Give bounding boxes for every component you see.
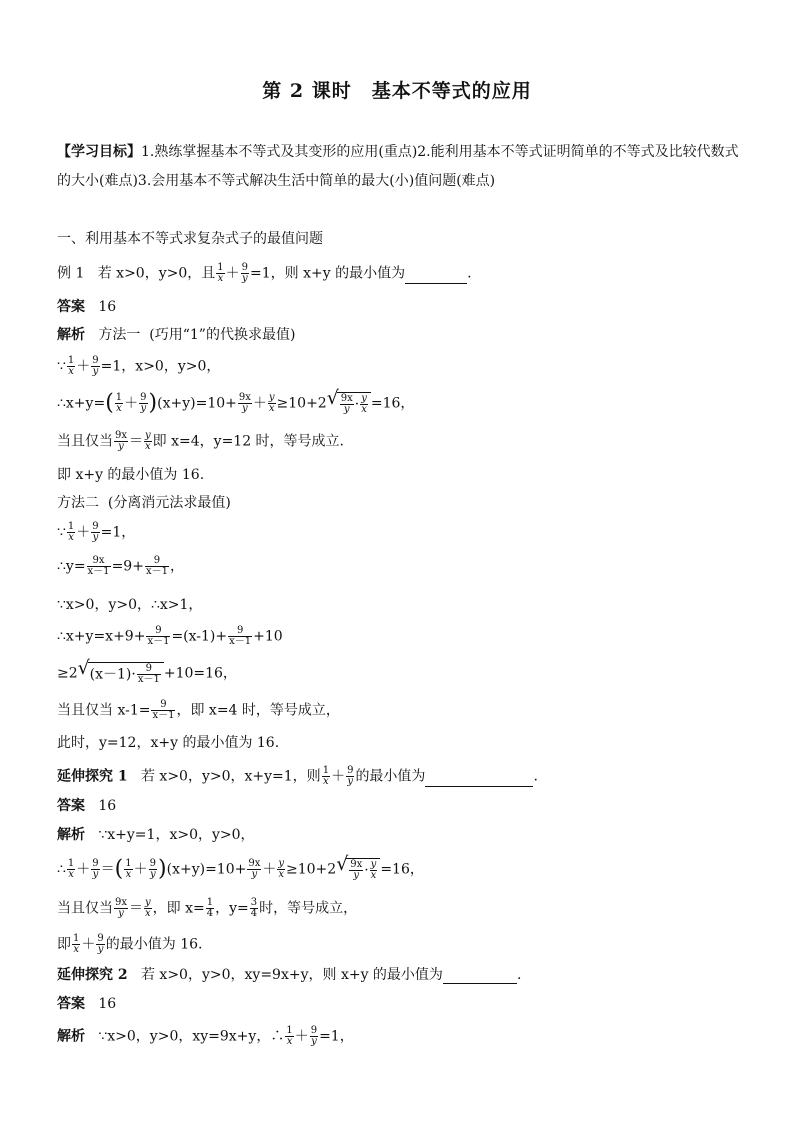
math-text: 当且仅当 <box>57 433 113 450</box>
math-text: ，即 x=4 时，等号成立， <box>176 702 340 719</box>
objectives-tag: 【学习目标】 <box>57 144 141 160</box>
math-text: 即 x=4，y=12 时，等号成立. <box>152 433 345 450</box>
math-text: ∴y= <box>57 558 86 575</box>
math-text: ，即 x= <box>152 900 205 917</box>
answer-blank <box>405 269 467 284</box>
math-text: =1， <box>100 524 136 541</box>
answer-label: 答案 <box>57 798 85 814</box>
math-line: 当且仅当 $\frac{9x}{y}$ ＝ $\frac{y}{x}$ 即 x=4，y=12 时，等号成立. <box>57 430 345 452</box>
answer-row <box>57 298 116 316</box>
math-line: ∵ $\frac{1}{x}$ ＋ $\frac{9}{y}$ =1， <box>57 521 136 543</box>
math-line: ∴x+y=x+9+ $\frac{9}{x-1}$ =(x-1)+ $\frac{9}{x-1}$ +10 <box>57 625 283 647</box>
math-text: (x+y)=10+ <box>166 861 247 878</box>
math-text: +10 <box>253 628 283 645</box>
extension-2-question: 延伸探究 2 若 x>0，y>0，xy=9x+y，则 x+y 的最小值为 . <box>57 967 522 983</box>
learning-objectives <box>57 138 747 196</box>
fraction: $\frac{1}{x}$ <box>217 262 224 284</box>
math-text: =16， <box>370 395 415 412</box>
math-text: +10=16， <box>163 665 237 682</box>
math-line: 当且仅当 x-1= $\frac{9}{x-1}$ ，即 x=4 时，等号成立， <box>57 699 340 721</box>
math-text: (x+y)=10+ <box>157 395 237 412</box>
math-text: ∵x+y=1，x>0，y>0， <box>98 827 255 843</box>
math-text: ≥2 <box>57 665 78 682</box>
math-line: ≥2√ (x－1)· $\frac{9}{x-1}$ +10=16， <box>57 662 237 685</box>
question-text: 的最小值为 <box>355 768 426 785</box>
math-line: ∴x+y=( $\frac{1}{x}$ ＋ $\frac{9}{y}$ )(x+y)=10+ $\frac{9x}{y}$ ＋ $\frac{y}{x}$ ≥10+2 √ $\frac{9x}{y}$ · $\frac{y}{x}$ =16， <box>57 392 414 415</box>
math-text: ，y= <box>215 900 249 917</box>
math-text: 当且仅当 x-1= <box>57 702 151 719</box>
answer-label: 答案 <box>57 996 85 1012</box>
math-text: =9+ <box>111 558 144 575</box>
math-text: ∴x+y=x+9+ <box>57 628 146 645</box>
analysis-header <box>57 326 295 344</box>
extension-1-question: 延伸探究 1 若 x>0，y>0，x+y=1，则 $\frac{1}{x}$ ＋ $\frac{9}{y}$ 的最小值为 . <box>57 765 538 787</box>
method-label: 方法二 <box>57 495 99 511</box>
extension-label: 延伸探究 2 <box>57 967 128 983</box>
example-1-question: 例 1 若 x>0，y>0，且 $\frac{1}{x}$ ＋ $\frac{9}{y}$ =1，则 x+y 的最小值为 . <box>57 262 472 284</box>
math-text: 当且仅当 <box>57 900 113 917</box>
analysis-header <box>57 826 255 844</box>
method-label: 方法一 <box>98 327 141 343</box>
method-note: (巧用“1”的代换求最值) <box>149 327 296 343</box>
method-2-header <box>57 494 231 512</box>
question-text: =1，则 x+y 的最小值为 <box>250 265 406 282</box>
math-line: ∵ $\frac{1}{x}$ ＋ $\frac{9}{y}$ =1，x>0，y>0， <box>57 355 221 377</box>
section-heading: 一、利用基本不等式求复杂式子的最值问题 <box>57 231 323 247</box>
page-title: 第 2 课时 基本不等式的应用 <box>262 80 532 102</box>
analysis-label: 解析 <box>57 1028 85 1045</box>
math-text: =1，x>0，y>0， <box>100 358 221 375</box>
example-label: 例 1 <box>57 265 85 282</box>
answer-row <box>57 797 116 815</box>
math-line: 此时，y=12，x+y 的最小值为 16. <box>57 735 280 751</box>
answer-blank <box>425 772 533 787</box>
math-line: ∵x>0，y>0，∴x>1， <box>57 597 203 613</box>
math-text: ∵x>0，y>0，xy=9x+y，∴ <box>98 1028 285 1045</box>
fraction: $\frac{9}{y}$ <box>241 262 248 284</box>
answer-value: 16 <box>98 798 117 814</box>
answer-value: 16 <box>98 299 117 315</box>
answer-blank <box>443 969 517 984</box>
objectives-text: 1.熟练掌握基本不等式及其变形的应用(重点)2.能利用基本不等式证明简单的不等式及比较代数式的大小(难点)3.会用基本不等式解决生活中简单的最大(小)值问题(难点) <box>57 144 739 189</box>
answer-row <box>57 995 116 1013</box>
question-text: 若 x>0，y>0，x+y=1，则 <box>140 768 321 785</box>
question-text: 若 x>0，y>0，且 <box>97 265 216 282</box>
math-line: ∴ $\frac{1}{x}$ ＋ $\frac{9}{y}$ ＝( $\frac{1}{x}$ ＋ $\frac{9}{y}$ )(x+y)=10+ $\frac{9x}{y}$ ＋ $\frac{y}{x}$ ≥10+2 √ $\frac{9x}{y}$ · $\frac{y}{x}$ =16， <box>57 858 424 881</box>
math-text: 即 <box>57 936 71 953</box>
math-text: =(x-1)+ <box>171 628 228 645</box>
math-text: 的最小值为 16. <box>105 936 203 953</box>
math-text: 时，等号成立， <box>259 900 358 917</box>
math-text: =1， <box>319 1028 354 1045</box>
math-line: 当且仅当 $\frac{9x}{y}$ ＝ $\frac{y}{x}$ ，即 x= $\frac{1}{4}$ ，y= $\frac{3}{4}$ 时，等号成立， <box>57 897 358 919</box>
method-note: (分离消元法求最值) <box>107 495 231 511</box>
math-text: ， <box>169 558 184 575</box>
analysis-label: 解析 <box>57 327 85 343</box>
answer-value: 16 <box>98 996 117 1012</box>
math-line: 即 $\frac{1}{x}$ ＋ $\frac{9}{y}$ 的最小值为 16. <box>57 933 203 955</box>
analysis-header: 解析 ∵x>0，y>0，xy=9x+y，∴ $\frac{1}{x}$ ＋ $\frac{9}{y}$ =1， <box>57 1025 354 1047</box>
analysis-label: 解析 <box>57 827 85 843</box>
extension-label: 延伸探究 1 <box>57 768 128 785</box>
math-line: 即 x+y 的最小值为 16. <box>57 467 205 483</box>
math-text: =16， <box>380 861 424 878</box>
answer-label: 答案 <box>57 299 85 315</box>
question-text: 若 x>0，y>0，xy=9x+y，则 x+y 的最小值为 <box>140 967 443 983</box>
math-line: ∴y= $\frac{9x}{x-1}$ =9+ $\frac{9}{x-1}$ ， <box>57 555 184 577</box>
